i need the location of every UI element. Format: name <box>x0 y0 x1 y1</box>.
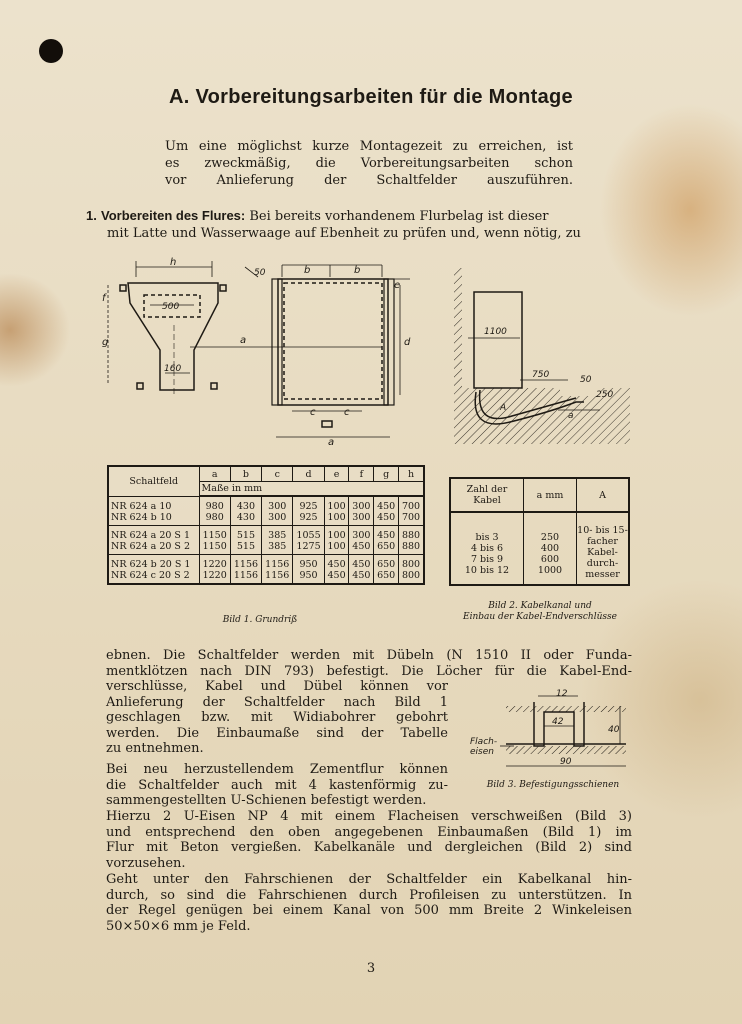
fig1-label: a <box>240 335 247 346</box>
table-cell: 100 <box>324 496 349 512</box>
table-header: a <box>199 466 230 482</box>
table-cell: 300 <box>262 496 293 512</box>
a-value: 600 <box>540 553 560 565</box>
fig2-label: 50 <box>580 375 592 385</box>
table-cell: 1220 <box>199 570 230 584</box>
A-text: facher <box>587 536 618 547</box>
table-cell: 980 <box>199 512 230 526</box>
table-cell: 450 <box>374 496 399 512</box>
fig1-label: 160 <box>164 364 182 374</box>
table-cell: NR 624 c 20 S 2 <box>111 570 190 581</box>
table-cell: 650 <box>374 555 399 571</box>
table-cell: 385 <box>262 526 293 542</box>
table-cell: 1150 <box>199 526 230 542</box>
paragraph <box>106 648 632 679</box>
fig1-label: 50 <box>254 268 266 278</box>
figure-2-cable-duct <box>450 262 634 452</box>
table-row <box>108 526 424 542</box>
fig1-label: c <box>310 407 316 418</box>
table-cell: 950 <box>293 555 324 571</box>
table-cell: 1156 <box>230 555 261 571</box>
fig1-label: b <box>354 265 361 276</box>
cable-count: bis 3 <box>475 531 499 543</box>
table-cell: 800 <box>399 570 424 584</box>
table-cell: 1156 <box>262 555 293 571</box>
section-heading: Vorbereiten des Flures: <box>100 208 246 223</box>
fig1-label: h <box>170 257 177 268</box>
a-value: 1000 <box>537 564 563 576</box>
A-text: Kabel- <box>587 547 618 558</box>
table-cell: 980 <box>199 496 230 512</box>
table-cell: 385 <box>262 541 293 555</box>
fig1-label: g <box>102 337 109 348</box>
fig3-label: 12 <box>556 689 568 699</box>
table-cell: 450 <box>349 541 374 555</box>
table-cell: 450 <box>324 570 349 584</box>
paragraph <box>106 809 632 871</box>
table-cell: 515 <box>230 541 261 555</box>
fig3-label: Flach- <box>470 737 498 747</box>
table-row <box>108 496 424 512</box>
text-line: zu entnehmen. <box>106 741 204 756</box>
table-row <box>108 541 424 555</box>
table-header: Schaltfeld <box>108 466 199 496</box>
table-cell: 1055 <box>293 526 324 542</box>
fig3-label: eisen <box>470 747 494 757</box>
text-line: die Schaltfelder auch mit 4 kastenförmig zu- <box>106 777 448 793</box>
table-cell: 515 <box>230 526 261 542</box>
table-cell: 450 <box>374 526 399 542</box>
text-line: sammengestellten U-Schienen befestigt werden. <box>106 793 427 808</box>
text-line: Anlieferung der Schaltfelder nach Bild 1 <box>106 694 448 710</box>
table-cell: 1150 <box>199 541 230 555</box>
table-header: f <box>349 466 374 482</box>
table-row <box>108 512 424 526</box>
table-cell: 1156 <box>230 570 261 584</box>
table-cell: NR 624 b 10 <box>108 512 199 526</box>
fig1-label: e <box>394 280 401 291</box>
table-cell: 1156 <box>262 570 293 584</box>
table-cell: 430 <box>230 512 261 526</box>
table-cell: 450 <box>374 512 399 526</box>
A-text: messer <box>585 569 620 580</box>
table-cell: 450 <box>324 555 349 571</box>
fig1-label: 500 <box>162 302 180 312</box>
intro-paragraph <box>165 138 573 189</box>
fig2-label: A <box>500 403 507 413</box>
table-cell: 925 <box>293 496 324 512</box>
punch-hole <box>39 39 63 63</box>
table-cell: 100 <box>324 526 349 542</box>
section-text: Bei bereits vorhandenem Flurbelag ist dieser <box>249 209 549 224</box>
cable-count: 7 bis 9 <box>470 553 504 565</box>
table-cell: 650 <box>374 570 399 584</box>
table-header: e <box>324 466 349 482</box>
text-line: Hierzu 2 U-Eisen NP 4 mit einem Flacheisen verschweißen (Bild 3) <box>106 809 632 824</box>
fig1-label: d <box>404 337 411 348</box>
paragraph <box>106 762 448 809</box>
table-cell: 800 <box>399 555 424 571</box>
table-cell: 450 <box>349 570 374 584</box>
text-line: vorzusehen. <box>106 855 186 871</box>
table-row <box>108 555 424 571</box>
fig3-label: 40 <box>608 725 620 735</box>
table-cell: NR 624 a 20 S 1 <box>111 530 191 541</box>
text-line: Flur mit Beton vergießen. Kabelkanäle und dergleichen (Bild 2) sind <box>106 840 632 855</box>
text-line: durch, so sind die Fahrschienen durch Profileisen zu unterstützen. In <box>106 887 632 903</box>
text-line: der Regel genügen bei einem Kanal von 500 mm Breite 2 Winkeleisen <box>106 903 632 918</box>
table-header: b <box>230 466 261 482</box>
table-cell: 950 <box>293 570 324 584</box>
fig1-label: f <box>102 293 106 304</box>
figure-1-floor-plan <box>100 255 430 455</box>
table-cell <box>524 512 577 585</box>
fig2-label: a <box>568 411 574 421</box>
text-line: mentklötzen nach DIN 793) befestigt. Die Löcher für die Kabel-End- <box>106 663 632 679</box>
table-cell: 925 <box>293 512 324 526</box>
text-line: geschlagen bzw. mit Widiabohrer gebohrt <box>106 710 448 725</box>
intro-line: Um eine möglichst kurze Montagezeit zu erreichen, ist <box>165 139 573 154</box>
table-cell: 100 <box>324 541 349 555</box>
fig2-caption <box>442 601 638 623</box>
table-cell: 880 <box>399 541 424 555</box>
table-cell: 1220 <box>199 555 230 571</box>
fig3-label: 90 <box>560 757 572 767</box>
table-cell: 700 <box>399 496 424 512</box>
table-cell <box>450 512 524 585</box>
table-cell: NR 624 b 20 S 1 <box>111 559 191 570</box>
table-cell: 300 <box>349 496 374 512</box>
table-cell: 650 <box>374 541 399 555</box>
table-cell: 450 <box>349 555 374 571</box>
caption-line: Einbau der Kabel-Endverschlüsse <box>463 612 617 622</box>
page-number: 3 <box>366 961 376 976</box>
text-line: ebnen. Die Schaltfelder werden mit Dübeln (N 1510 II oder Funda- <box>106 648 632 663</box>
table-subheader: Maße in mm <box>199 482 424 497</box>
fig1-label: b <box>304 265 311 276</box>
table-cell: NR 624 a 20 S 2 <box>108 541 199 555</box>
text-line: 50×50×6 mm je Feld. <box>106 918 251 934</box>
fig1-label: c <box>344 407 350 418</box>
fig3-caption: Bild 3. Befestigungsschienen <box>486 780 620 790</box>
fig2-label: 250 <box>596 390 614 400</box>
table-cell: NR 624 a 10 <box>111 500 172 512</box>
text-line: verschlüsse, Kabel und Dübel können vor <box>106 679 448 694</box>
table-header: d <box>293 466 324 482</box>
table-header: c <box>262 466 293 482</box>
intro-line: vor Anlieferung der Schaltfelder auszuführen. <box>165 173 573 188</box>
fig1-label: a <box>328 437 335 448</box>
table-cell: 300 <box>349 526 374 542</box>
text-line: Bei neu herzustellendem Zementflur können <box>106 762 448 777</box>
table-cell: 880 <box>399 526 424 542</box>
cable-table <box>449 477 630 586</box>
text-line: Geht unter den Fahrschienen der Schaltfelder ein Kabelkanal hin- <box>106 872 632 887</box>
section-1 <box>86 207 632 242</box>
dimensions-table <box>107 465 425 585</box>
cable-count: 10 bis 12 <box>464 564 510 576</box>
text-line: werden. Die Einbaumaße sind der Tabelle <box>106 725 448 741</box>
table-header: a mm <box>524 478 577 512</box>
section-number: 1. <box>86 208 97 223</box>
paragraph <box>106 679 448 757</box>
page-title: A. Vorbereitungsarbeiten für die Montage <box>169 86 573 108</box>
paragraph <box>106 872 632 934</box>
table-row <box>108 570 424 584</box>
text-line: und entsprechend den oben angegebenen Einbaumaßen (Bild 1) im <box>106 824 632 840</box>
table-header: g <box>374 466 399 482</box>
table-cell: 300 <box>349 512 374 526</box>
fig3-label: 42 <box>552 717 564 727</box>
caption-line: Bild 2. Kabelkanal und <box>488 601 592 611</box>
table-cell: 100 <box>324 512 349 526</box>
table-cell: 300 <box>262 512 293 526</box>
a-value: 400 <box>540 542 560 554</box>
fig1-caption: Bild 1. Grundriß <box>222 615 298 625</box>
table-cell <box>577 512 630 585</box>
A-text: 10- bis 15- <box>577 525 628 536</box>
table-cell: 1275 <box>293 541 324 555</box>
section-text: mit Latte und Wasserwaage auf Ebenheit zu prüfen und, wenn nötig, zu <box>107 226 581 241</box>
intro-line: es zweckmäßig, die Vorbereitungsarbeiten schon <box>165 156 573 171</box>
A-text: durch- <box>586 558 619 569</box>
table-header: A <box>577 478 630 512</box>
a-value: 250 <box>540 531 560 543</box>
fig2-label: 1100 <box>484 327 507 337</box>
table-cell: 430 <box>230 496 261 512</box>
table-cell: 700 <box>399 512 424 526</box>
table-header: Zahl der Kabel <box>450 478 524 512</box>
fig2-label: 750 <box>532 370 550 380</box>
figure-3-mounting-rails <box>462 688 638 776</box>
cable-count: 4 bis 6 <box>470 542 504 554</box>
table-header: h <box>399 466 424 482</box>
